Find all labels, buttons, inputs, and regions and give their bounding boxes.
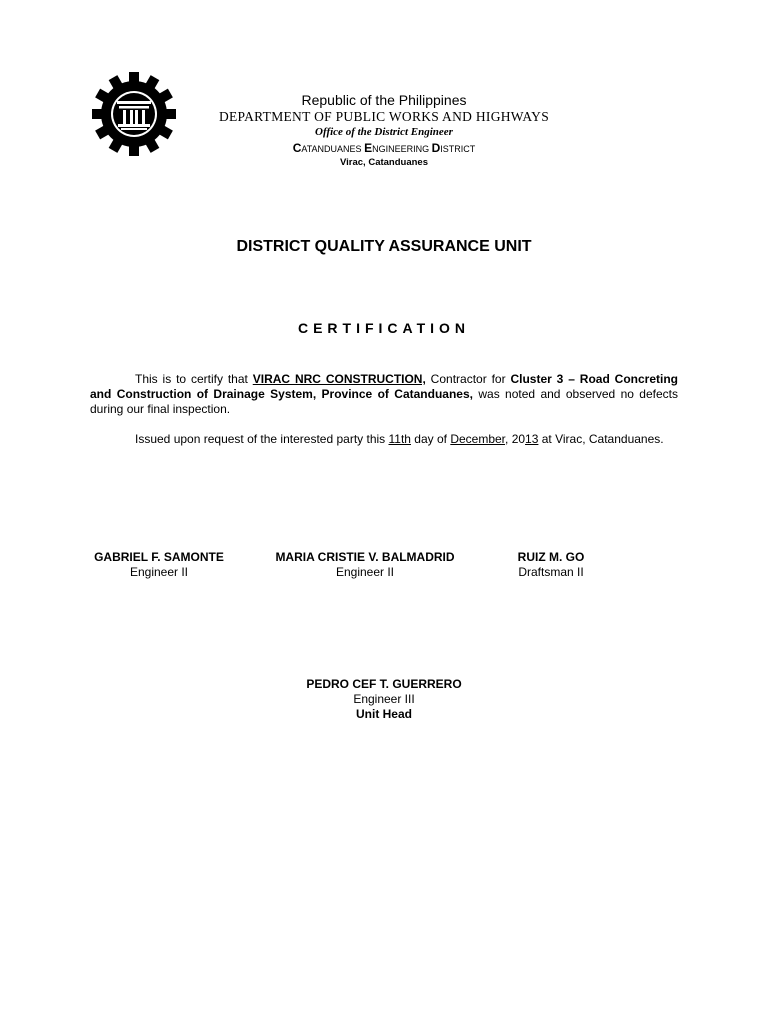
unit-head-block <box>284 677 484 722</box>
signatory-role: Unit Head <box>355 707 412 721</box>
signatory-title: Engineer III <box>353 692 415 706</box>
district-heading: CATANDUANES ENGINEERING DISTRICT <box>292 141 476 155</box>
signatory-title: Engineer II <box>335 565 395 579</box>
certification-paragraph <box>90 372 678 417</box>
signatory-block <box>508 550 594 580</box>
signatory-name: GABRIEL F. SAMONTE <box>94 550 224 564</box>
p1-tail: was noted and observed no defects during our final inspection. <box>90 387 678 416</box>
signatory-name: PEDRO CEF T. GUERRERO <box>306 677 462 691</box>
unit-title: DISTRICT QUALITY ASSURANCE UNIT <box>236 238 532 255</box>
contractor-name: VIRAC NRC CONSTRUCTION, <box>252 372 426 386</box>
department-heading: DEPARTMENT OF PUBLIC WORKS AND HIGHWAYS <box>218 109 550 124</box>
republic-heading: Republic of the Philippines <box>301 92 467 108</box>
place-heading: Virac, Catanduanes <box>339 157 428 168</box>
project-name: Cluster 3 – Road Concreting and Construction of Drainage System, Province of Catanduanes, <box>90 372 678 401</box>
p2-day-of: day of <box>410 432 451 446</box>
dpwh-gear-logo <box>92 72 176 156</box>
signatory-name: MARIA CRISTIE V. BALMADRID <box>275 550 455 564</box>
p2-lead: Issued upon request of the interested party this <box>135 432 389 446</box>
p1-mid: Contractor for <box>425 372 511 386</box>
signatory-title: Draftsman II <box>518 565 584 579</box>
certification-title: CERTIFICATION <box>297 320 471 336</box>
issue-month: December <box>450 432 506 446</box>
p1-lead: This is to certify that <box>135 372 253 386</box>
signatory-block <box>269 550 461 580</box>
year-prefix: , 20 <box>505 432 526 446</box>
signatory-name: RUIZ M. GO <box>517 550 585 564</box>
issue-day: 11th <box>388 432 411 446</box>
year-suffix: 13 <box>525 432 539 446</box>
p2-tail: at Virac, Catanduanes. <box>538 432 664 446</box>
issuance-paragraph <box>90 432 678 447</box>
office-heading: Office of the District Engineer <box>315 126 453 138</box>
signatory-block <box>90 550 228 580</box>
signatory-title: Engineer II <box>129 565 189 579</box>
